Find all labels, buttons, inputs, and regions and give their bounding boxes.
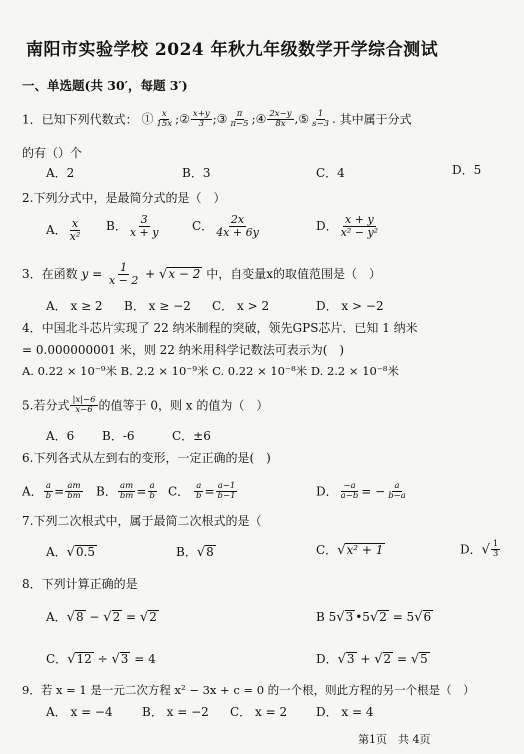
q2-option-d: D． $\frac{x + y}{\text{x² − y²}}$ bbox=[316, 213, 379, 240]
q6-option-a: A． $\frac{a}{b}$ = $\frac{am}{bm}$ bbox=[22, 481, 81, 502]
q1-tail2: 的有（）个 bbox=[22, 146, 83, 160]
q2-option-c: C． $\frac{2x}{4x + 6y}$ bbox=[192, 213, 259, 240]
q9-option-b: B． x = −2 bbox=[142, 705, 209, 719]
q8-option-d: D．√3 + √2 = √5 bbox=[316, 652, 428, 667]
q1-option-a: A．2 bbox=[46, 166, 75, 180]
q4-line2: = 0.000000001 米，则 22 纳米用科学记数法可表示为( ) bbox=[22, 343, 345, 357]
q6-option-c: C． $\frac{a}{b}$ = $\frac{a-1}{b-1}$ bbox=[168, 481, 236, 502]
q2-option-a: A． $\frac{x}{\text{x²}}$ bbox=[46, 217, 81, 244]
q3-line: 3．在函数 y = $\frac{1}{x - 2}$ + √x − 2 中，自变量x的取值范围是（ ） bbox=[22, 261, 382, 288]
q6-text: 6.下列各式从左到右的变形，一定正确的是( ) bbox=[22, 451, 271, 465]
q8-option-c: C．√12 ÷ √3 = 4 bbox=[46, 652, 156, 667]
q4-option-a: A. 0.22 × 10⁻⁹米 bbox=[22, 364, 117, 378]
q4-option-d: D. 2.2 × 10⁻⁸米 bbox=[310, 364, 400, 378]
page-footer: 第1页 共 4页 bbox=[358, 733, 431, 746]
section-heading: 一、单选题(共 30′，每题 3′) bbox=[22, 78, 188, 93]
q4-options bbox=[22, 366, 399, 378]
q7-option-a: A．√0.5 bbox=[46, 545, 96, 560]
q7-option-d: D．√ $\frac{1}{3}$ bbox=[460, 539, 499, 560]
q5-option-c: C．±6 bbox=[172, 429, 211, 443]
q7-option-b: B．√8 bbox=[176, 545, 214, 560]
q6-option-b: B． $\frac{am}{bm}$ = $\frac{a}{b}$ bbox=[96, 481, 155, 502]
q1-option-d: D．5 bbox=[452, 163, 482, 177]
q5-option-a: A．6 bbox=[46, 429, 75, 443]
exam-title: 南阳市实验学校 2024 年秋九年级数学开学综合测试 bbox=[26, 40, 439, 60]
q4-option-c: C. 0.22 × 10⁻⁸米 bbox=[212, 364, 308, 378]
q1-text: 1．已知下列代数式： bbox=[22, 112, 138, 127]
q8-option-a: A．√8 − √2 = √2 bbox=[46, 610, 157, 625]
q2-text: 2.下列分式中，是最简分式的是（ ） bbox=[22, 191, 226, 205]
q5-option-b: B．-6 bbox=[102, 429, 135, 443]
q3-option-d: D． x > −2 bbox=[316, 299, 384, 313]
q2-option-b: B． $\frac{3}{x + y}$ bbox=[106, 213, 159, 240]
q9-option-c: C． x = 2 bbox=[230, 705, 288, 719]
q3-option-c: C． x > 2 bbox=[212, 299, 270, 313]
q3-option-b: B． x ≥ −2 bbox=[124, 299, 191, 313]
q9-option-d: D． x = 4 bbox=[316, 705, 374, 719]
q9-option-a: A． x = −4 bbox=[46, 705, 113, 719]
q9-text: 9．若 x = 1 是一元二次方程 x² − 3x + c = 0 的一个根，则此方程的另一个根是（ ） bbox=[22, 683, 475, 697]
q4-line1: 4．中国北斗芯片实现了 22 纳米制程的突破，领先GPS芯片．已知 1 纳米 bbox=[22, 321, 418, 335]
q4-option-b: B. 2.2 × 10⁻⁹米 bbox=[120, 364, 209, 378]
q1-option-c: C．4 bbox=[316, 166, 345, 180]
q8-option-b: B 5√3 •5√2 = 5√6 bbox=[316, 610, 432, 625]
q1-tail: 其中属于分式 bbox=[339, 112, 412, 127]
q8-text: 8．下列计算正确的是 bbox=[22, 577, 138, 591]
q1-option-b: B．3 bbox=[182, 166, 211, 180]
q7-option-c: C．√x² + 1 bbox=[316, 543, 384, 558]
q3-option-a: A． x ≥ 2 bbox=[46, 299, 103, 313]
q1-expr-list: ① $\frac{x}{15x}$ ;② $\frac{x+y}{3}$ ;③ $\frac{\pi}{\pi-5}$ ;④ $\frac{2x-y}{8x}$ ,⑤ $\frac{1}{s-3}$ . bbox=[141, 109, 336, 130]
q7-text: 7.下列二次根式中，属于最简二次根式的是（ bbox=[22, 514, 262, 528]
q5-line: 5.若分式 $\frac{|x|-6}{x-6}$ 的值等于 0，则 x 的值为（ ） bbox=[22, 395, 269, 416]
q6-option-d: D． $\frac{-a}{a-b}$ = − $\frac{a}{b-a}$ bbox=[316, 481, 406, 502]
q1-line bbox=[22, 110, 412, 130]
